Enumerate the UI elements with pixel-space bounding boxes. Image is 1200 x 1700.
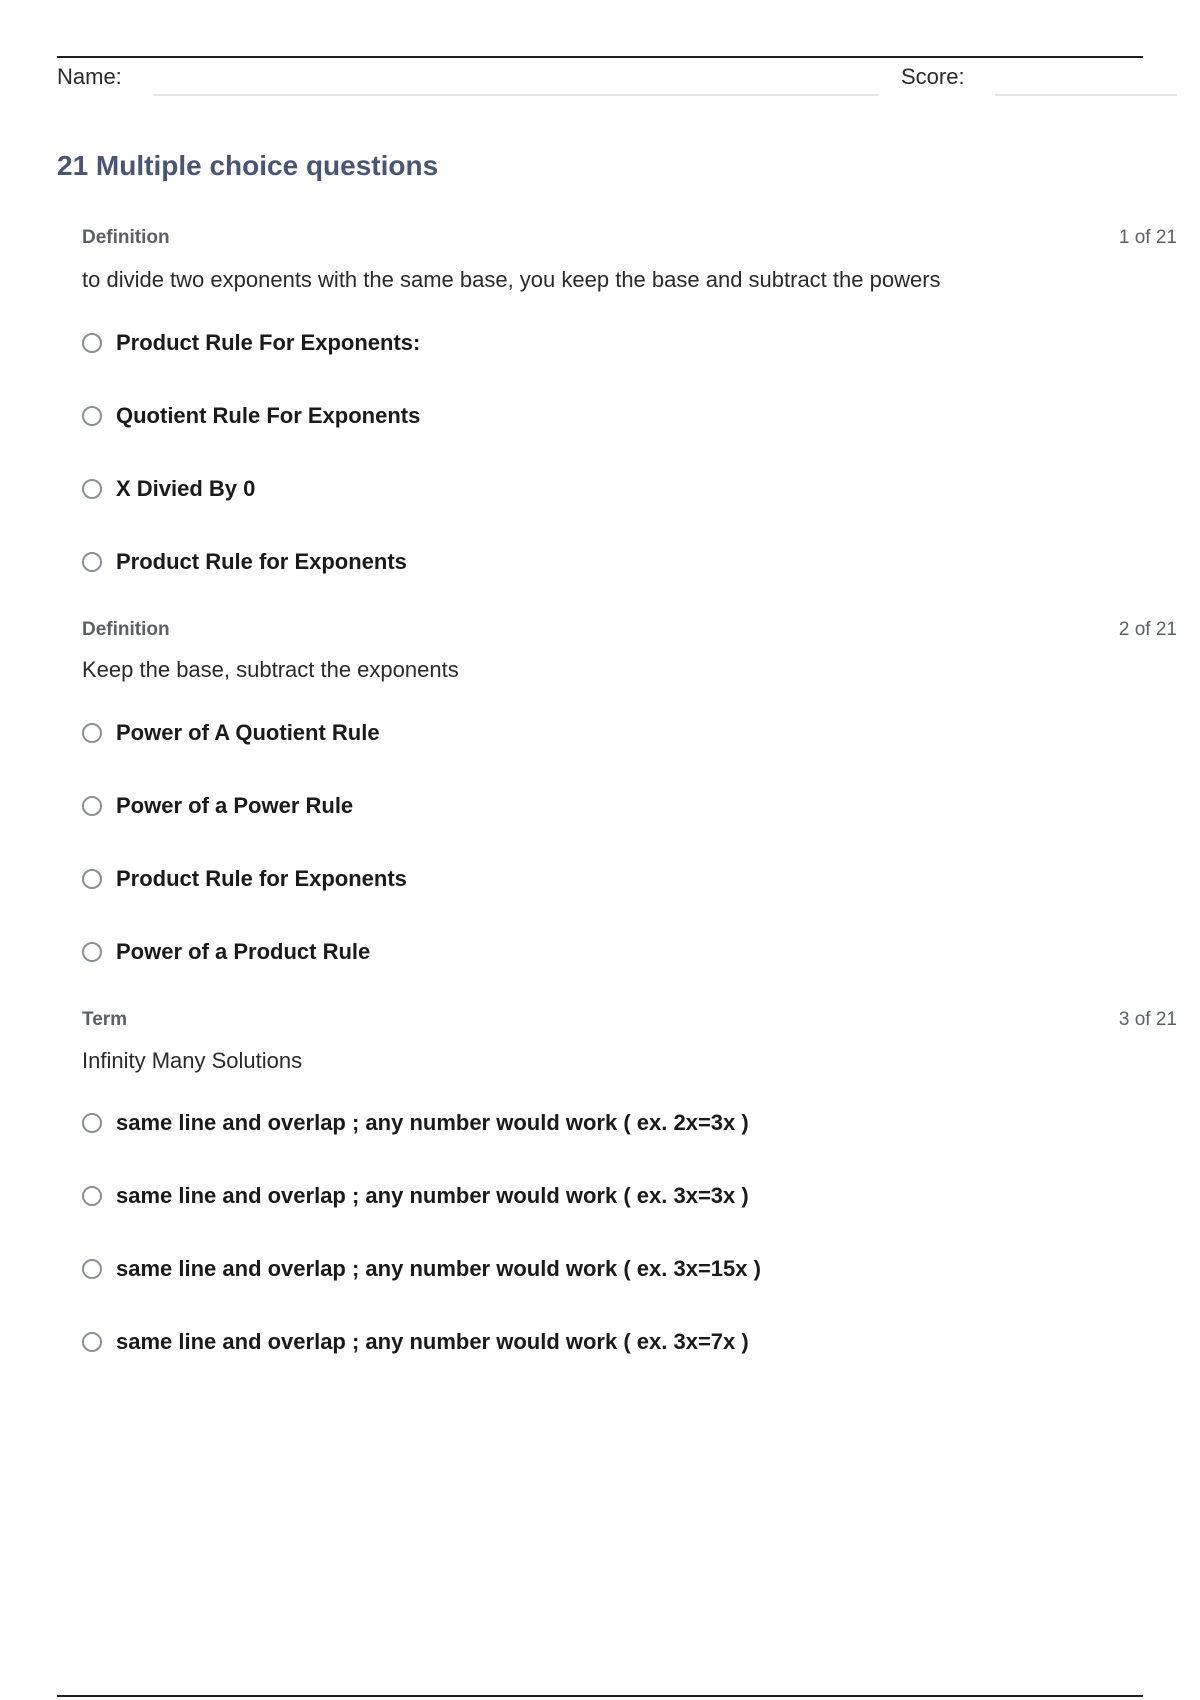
option-label: Power of A Quotient Rule bbox=[116, 720, 380, 745]
top-rule bbox=[57, 56, 1143, 58]
option-label: same line and overlap ; any number would work ( ex. 3x=7x ) bbox=[116, 1329, 749, 1354]
radio-button[interactable] bbox=[82, 942, 102, 962]
option-label: Power of a Power Rule bbox=[116, 793, 354, 818]
option-label: same line and overlap ; any number would work ( ex. 2x=3x ) bbox=[116, 1110, 749, 1135]
answer-option[interactable] bbox=[82, 327, 420, 359]
question-prompt: Keep the base, subtract the exponents bbox=[82, 657, 459, 682]
answer-option[interactable] bbox=[82, 473, 255, 505]
radio-button[interactable] bbox=[82, 723, 102, 743]
radio-button[interactable] bbox=[82, 333, 102, 353]
answer-option[interactable] bbox=[82, 863, 407, 895]
question-counter: 3 of 21 bbox=[1118, 1009, 1177, 1030]
option-label: Power of a Product Rule bbox=[116, 939, 371, 964]
question-prompt: Infinity Many Solutions bbox=[82, 1048, 303, 1073]
option-label: Quotient Rule For Exponents bbox=[116, 403, 421, 428]
answer-option[interactable] bbox=[82, 400, 420, 432]
question-3 bbox=[82, 1009, 1177, 1354]
radio-button[interactable] bbox=[82, 869, 102, 889]
name-label: Name: bbox=[57, 64, 122, 89]
radio-button[interactable] bbox=[82, 1332, 102, 1352]
answer-option[interactable] bbox=[82, 1107, 749, 1139]
answer-option[interactable] bbox=[82, 936, 370, 968]
question-kind: Term bbox=[82, 1009, 128, 1030]
option-label: X Divied By 0 bbox=[116, 476, 256, 501]
question-header bbox=[82, 227, 1177, 255]
name-field[interactable] bbox=[154, 94, 878, 96]
radio-button[interactable] bbox=[82, 1259, 102, 1279]
question-kind: Definition bbox=[82, 227, 170, 248]
score-field[interactable] bbox=[995, 94, 1177, 96]
question-header bbox=[82, 619, 1177, 647]
question-1 bbox=[82, 227, 1177, 574]
radio-button[interactable] bbox=[82, 796, 102, 816]
score-label: Score: bbox=[901, 64, 965, 89]
option-label: Product Rule For Exponents: bbox=[116, 330, 421, 355]
option-label: Product Rule for Exponents bbox=[116, 549, 407, 574]
radio-button[interactable] bbox=[82, 406, 102, 426]
page-title: 21 Multiple choice questions bbox=[57, 150, 439, 181]
question-2 bbox=[82, 619, 1177, 964]
radio-button[interactable] bbox=[82, 1186, 102, 1206]
radio-button[interactable] bbox=[82, 479, 102, 499]
option-label: same line and overlap ; any number would work ( ex. 3x=3x ) bbox=[116, 1183, 749, 1208]
answer-option[interactable] bbox=[82, 790, 353, 822]
answer-option[interactable] bbox=[82, 1326, 749, 1358]
radio-button[interactable] bbox=[82, 552, 102, 572]
option-label: Product Rule for Exponents bbox=[116, 866, 407, 891]
answer-option[interactable] bbox=[82, 1253, 761, 1285]
question-kind: Definition bbox=[82, 619, 170, 640]
bottom-rule bbox=[57, 1695, 1143, 1697]
question-counter: 1 of 21 bbox=[1118, 227, 1177, 248]
answer-option[interactable] bbox=[82, 717, 380, 749]
option-label: same line and overlap ; any number would work ( ex. 3x=15x ) bbox=[116, 1256, 761, 1281]
question-header bbox=[82, 1009, 1177, 1037]
question-counter: 2 of 21 bbox=[1118, 619, 1177, 640]
answer-option[interactable] bbox=[82, 1180, 749, 1212]
radio-button[interactable] bbox=[82, 1113, 102, 1133]
question-prompt: to divide two exponents with the same base, you keep the base and subtract the powers bbox=[82, 267, 941, 292]
answer-option[interactable] bbox=[82, 546, 407, 578]
